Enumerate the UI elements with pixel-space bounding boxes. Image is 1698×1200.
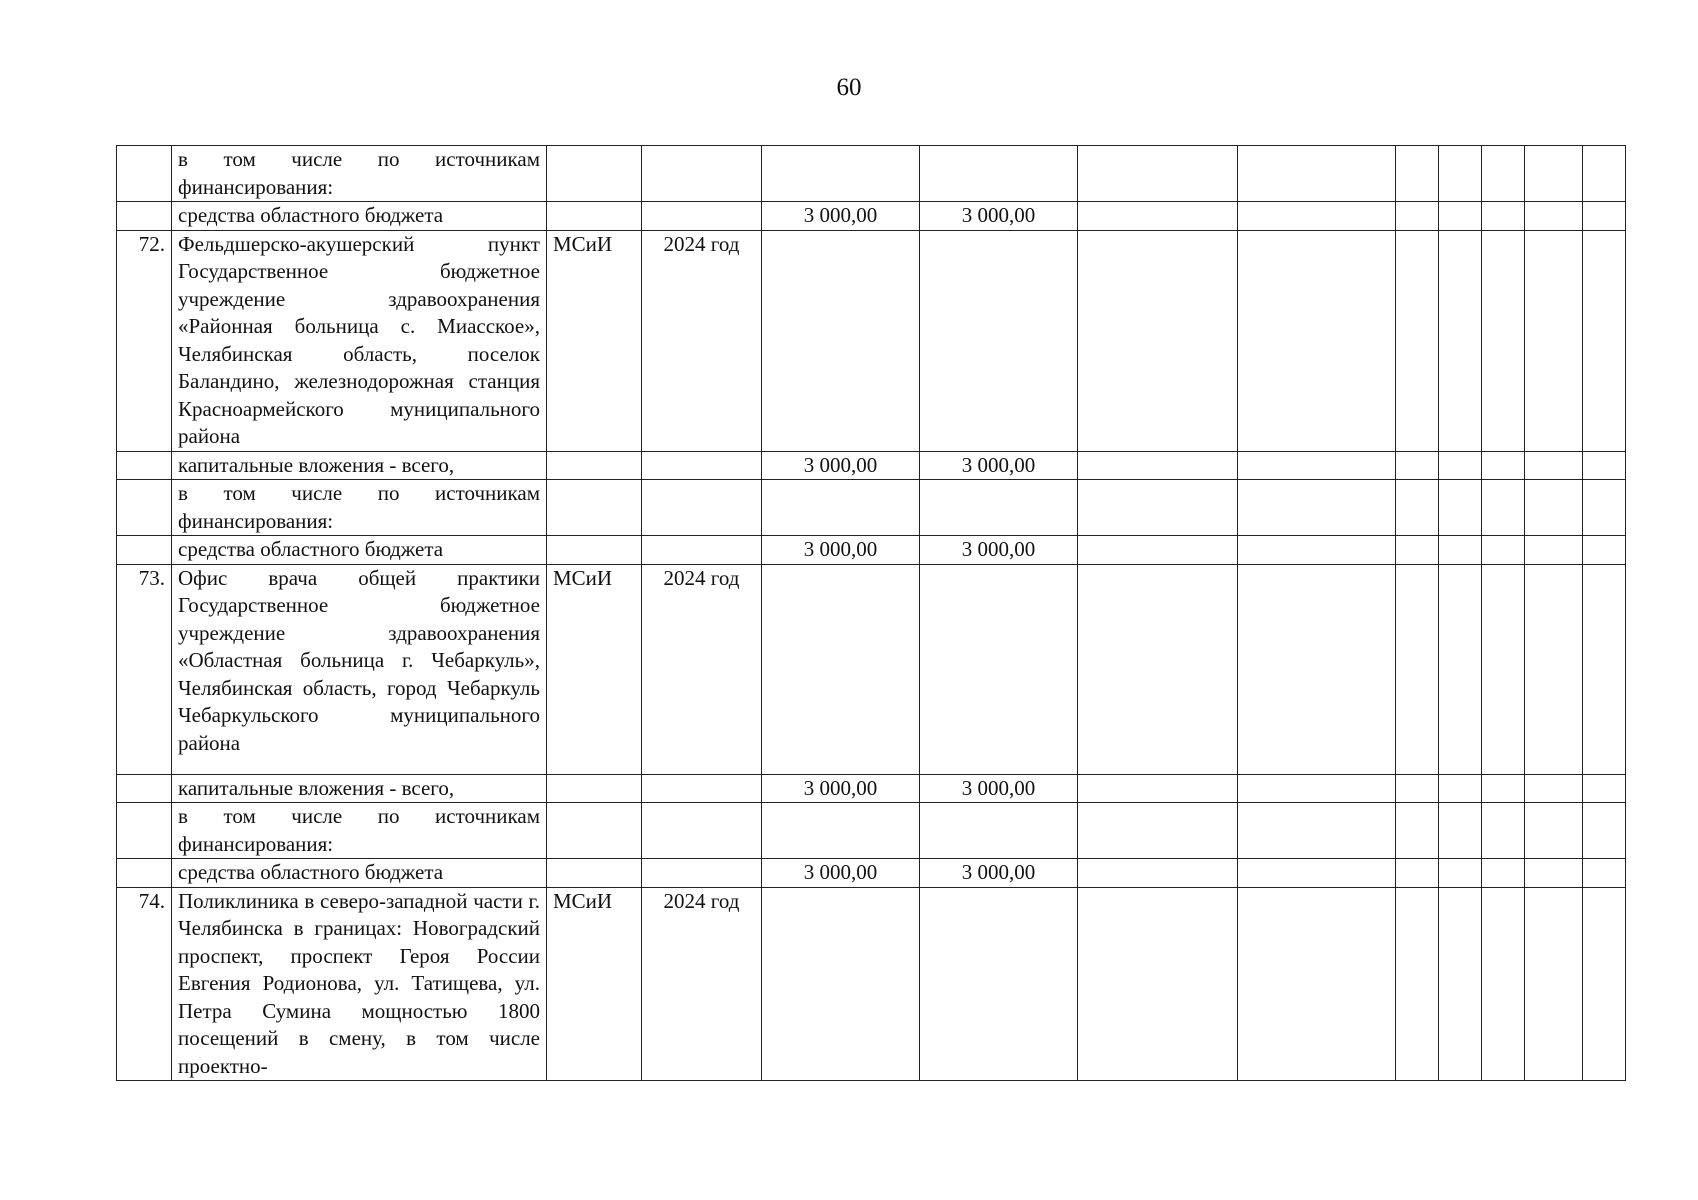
- table-row-subtotal: [117, 202, 1626, 231]
- empty-cell: [1396, 887, 1439, 1081]
- agency-cell: [547, 146, 642, 202]
- description-cell: Фельдшерско-акушерский пункт Государственное бюджетное учреждение здравоохранения «Районная больница с. Миасское», Челябинская область, поселок Баландино, железнодорожная станция Красноармейского муниципального района: [172, 230, 547, 451]
- empty-cell: [1482, 202, 1525, 231]
- empty-cell: [1238, 202, 1396, 231]
- description-cell: в том числе по источникам финансирования:: [172, 480, 547, 536]
- year-cell: 2024 год: [642, 230, 762, 451]
- year-cell: [642, 859, 762, 888]
- description-cell: средства областного бюджета: [172, 859, 547, 888]
- empty-cell: [1238, 146, 1396, 202]
- empty-cell: [1396, 146, 1439, 202]
- agency-cell: [547, 859, 642, 888]
- amount-year-cell: 3 000,00: [920, 859, 1078, 888]
- empty-cell: [1525, 803, 1583, 859]
- empty-cell: [1482, 774, 1525, 803]
- empty-cell: [1525, 202, 1583, 231]
- empty-cell: [1482, 887, 1525, 1081]
- empty-cell: [1439, 564, 1482, 774]
- description-cell: средства областного бюджета: [172, 202, 547, 231]
- amount-total-cell: [762, 803, 920, 859]
- empty-cell: [1583, 859, 1626, 888]
- empty-cell: [1439, 480, 1482, 536]
- empty-cell: [1396, 230, 1439, 451]
- empty-cell: [1238, 887, 1396, 1081]
- empty-cell: [1238, 230, 1396, 451]
- agency-cell: МСиИ: [547, 564, 642, 774]
- empty-cell: [1583, 803, 1626, 859]
- table-body: [117, 146, 1626, 1081]
- empty-cell: [1078, 887, 1238, 1081]
- description-cell: капитальные вложения - всего,: [172, 774, 547, 803]
- description-cell: в том числе по источникам финансирования:: [172, 146, 547, 202]
- amount-total-cell: 3 000,00: [762, 774, 920, 803]
- empty-cell: [1439, 202, 1482, 231]
- empty-cell: [1439, 803, 1482, 859]
- year-cell: [642, 202, 762, 231]
- year-cell: [642, 536, 762, 565]
- amount-total-cell: 3 000,00: [762, 859, 920, 888]
- agency-cell: МСиИ: [547, 887, 642, 1081]
- table-row-subtotal: [117, 480, 1626, 536]
- row-number-cell: [117, 803, 172, 859]
- table-row-item: [117, 230, 1626, 451]
- empty-cell: [1583, 774, 1626, 803]
- empty-cell: [1439, 859, 1482, 888]
- agency-cell: [547, 774, 642, 803]
- empty-cell: [1583, 451, 1626, 480]
- agency-cell: МСиИ: [547, 230, 642, 451]
- year-cell: [642, 146, 762, 202]
- empty-cell: [1525, 536, 1583, 565]
- empty-cell: [1238, 536, 1396, 565]
- empty-cell: [1525, 887, 1583, 1081]
- empty-cell: [1482, 564, 1525, 774]
- empty-cell: [1525, 230, 1583, 451]
- amount-year-cell: 3 000,00: [920, 774, 1078, 803]
- row-number-cell: [117, 859, 172, 888]
- empty-cell: [1396, 202, 1439, 231]
- empty-cell: [1525, 564, 1583, 774]
- empty-cell: [1583, 536, 1626, 565]
- amount-year-cell: [920, 480, 1078, 536]
- description-cell: Поликлиника в северо-западной части г. Челябинска в границах: Новоградский проспект, проспект Героя России Евгения Родионова, ул. Татищева, ул. Петра Сумина мощностью 1800 посещений в смену, в том числе проектно-: [172, 887, 547, 1081]
- row-number-cell: [117, 451, 172, 480]
- empty-cell: [1439, 774, 1482, 803]
- empty-cell: [1583, 480, 1626, 536]
- empty-cell: [1078, 146, 1238, 202]
- empty-cell: [1525, 451, 1583, 480]
- empty-cell: [1396, 480, 1439, 536]
- empty-cell: [1525, 146, 1583, 202]
- budget-table: [116, 145, 1626, 1081]
- empty-cell: [1439, 230, 1482, 451]
- amount-total-cell: 3 000,00: [762, 202, 920, 231]
- amount-year-cell: [920, 803, 1078, 859]
- amount-year-cell: [920, 146, 1078, 202]
- amount-total-cell: 3 000,00: [762, 536, 920, 565]
- empty-cell: [1482, 803, 1525, 859]
- row-number-cell: [117, 536, 172, 565]
- empty-cell: [1525, 774, 1583, 803]
- year-cell: 2024 год: [642, 887, 762, 1081]
- empty-cell: [1238, 774, 1396, 803]
- agency-cell: [547, 536, 642, 565]
- amount-year-cell: [920, 564, 1078, 774]
- empty-cell: [1482, 230, 1525, 451]
- amount-total-cell: [762, 887, 920, 1081]
- row-number-cell: 74.: [117, 887, 172, 1081]
- agency-cell: [547, 480, 642, 536]
- agency-cell: [547, 803, 642, 859]
- empty-cell: [1482, 480, 1525, 536]
- empty-cell: [1238, 451, 1396, 480]
- empty-cell: [1583, 230, 1626, 451]
- table-row-subtotal: [117, 146, 1626, 202]
- empty-cell: [1078, 202, 1238, 231]
- empty-cell: [1238, 859, 1396, 888]
- empty-cell: [1238, 480, 1396, 536]
- empty-cell: [1078, 230, 1238, 451]
- empty-cell: [1439, 451, 1482, 480]
- empty-cell: [1078, 564, 1238, 774]
- empty-cell: [1482, 146, 1525, 202]
- empty-cell: [1583, 202, 1626, 231]
- empty-cell: [1238, 803, 1396, 859]
- amount-total-cell: [762, 230, 920, 451]
- table-row-item: [117, 564, 1626, 774]
- empty-cell: [1238, 564, 1396, 774]
- table-row-subtotal: [117, 536, 1626, 565]
- table-row-subtotal: [117, 803, 1626, 859]
- amount-total-cell: [762, 146, 920, 202]
- year-cell: [642, 774, 762, 803]
- empty-cell: [1396, 859, 1439, 888]
- empty-cell: [1078, 859, 1238, 888]
- description-cell: средства областного бюджета: [172, 536, 547, 565]
- empty-cell: [1525, 480, 1583, 536]
- empty-cell: [1439, 887, 1482, 1081]
- row-number-cell: [117, 202, 172, 231]
- amount-year-cell: 3 000,00: [920, 202, 1078, 231]
- agency-cell: [547, 451, 642, 480]
- year-cell: 2024 год: [642, 564, 762, 774]
- empty-cell: [1078, 774, 1238, 803]
- description-cell: в том числе по источникам финансирования:: [172, 803, 547, 859]
- empty-cell: [1396, 451, 1439, 480]
- row-number-cell: 73.: [117, 564, 172, 774]
- empty-cell: [1396, 774, 1439, 803]
- amount-total-cell: [762, 564, 920, 774]
- empty-cell: [1396, 536, 1439, 565]
- empty-cell: [1396, 803, 1439, 859]
- amount-year-cell: [920, 887, 1078, 1081]
- row-number-cell: 72.: [117, 230, 172, 451]
- amount-total-cell: [762, 480, 920, 536]
- empty-cell: [1583, 564, 1626, 774]
- amount-year-cell: 3 000,00: [920, 536, 1078, 565]
- empty-cell: [1078, 480, 1238, 536]
- empty-cell: [1583, 146, 1626, 202]
- empty-cell: [1583, 887, 1626, 1081]
- empty-cell: [1525, 859, 1583, 888]
- table-row-subtotal: [117, 451, 1626, 480]
- table-row-subtotal: [117, 774, 1626, 803]
- year-cell: [642, 451, 762, 480]
- amount-year-cell: 3 000,00: [920, 451, 1078, 480]
- empty-cell: [1482, 859, 1525, 888]
- empty-cell: [1078, 536, 1238, 565]
- page-number: 60: [836, 74, 862, 101]
- empty-cell: [1439, 536, 1482, 565]
- table-row-item: [117, 887, 1626, 1081]
- empty-cell: [1439, 146, 1482, 202]
- description-cell: Офис врача общей практики Государственное бюджетное учреждение здравоохранения «Областная больница г. Чебаркуль», Челябинская область, город Чебаркуль Чебаркульского муниципального района: [172, 564, 547, 774]
- row-number-cell: [117, 146, 172, 202]
- agency-cell: [547, 202, 642, 231]
- empty-cell: [1482, 451, 1525, 480]
- row-number-cell: [117, 774, 172, 803]
- empty-cell: [1078, 803, 1238, 859]
- empty-cell: [1396, 564, 1439, 774]
- amount-total-cell: 3 000,00: [762, 451, 920, 480]
- empty-cell: [1482, 536, 1525, 565]
- amount-year-cell: [920, 230, 1078, 451]
- row-number-cell: [117, 480, 172, 536]
- empty-cell: [1078, 451, 1238, 480]
- description-cell: капитальные вложения - всего,: [172, 451, 547, 480]
- year-cell: [642, 803, 762, 859]
- year-cell: [642, 480, 762, 536]
- table-row-subtotal: [117, 859, 1626, 888]
